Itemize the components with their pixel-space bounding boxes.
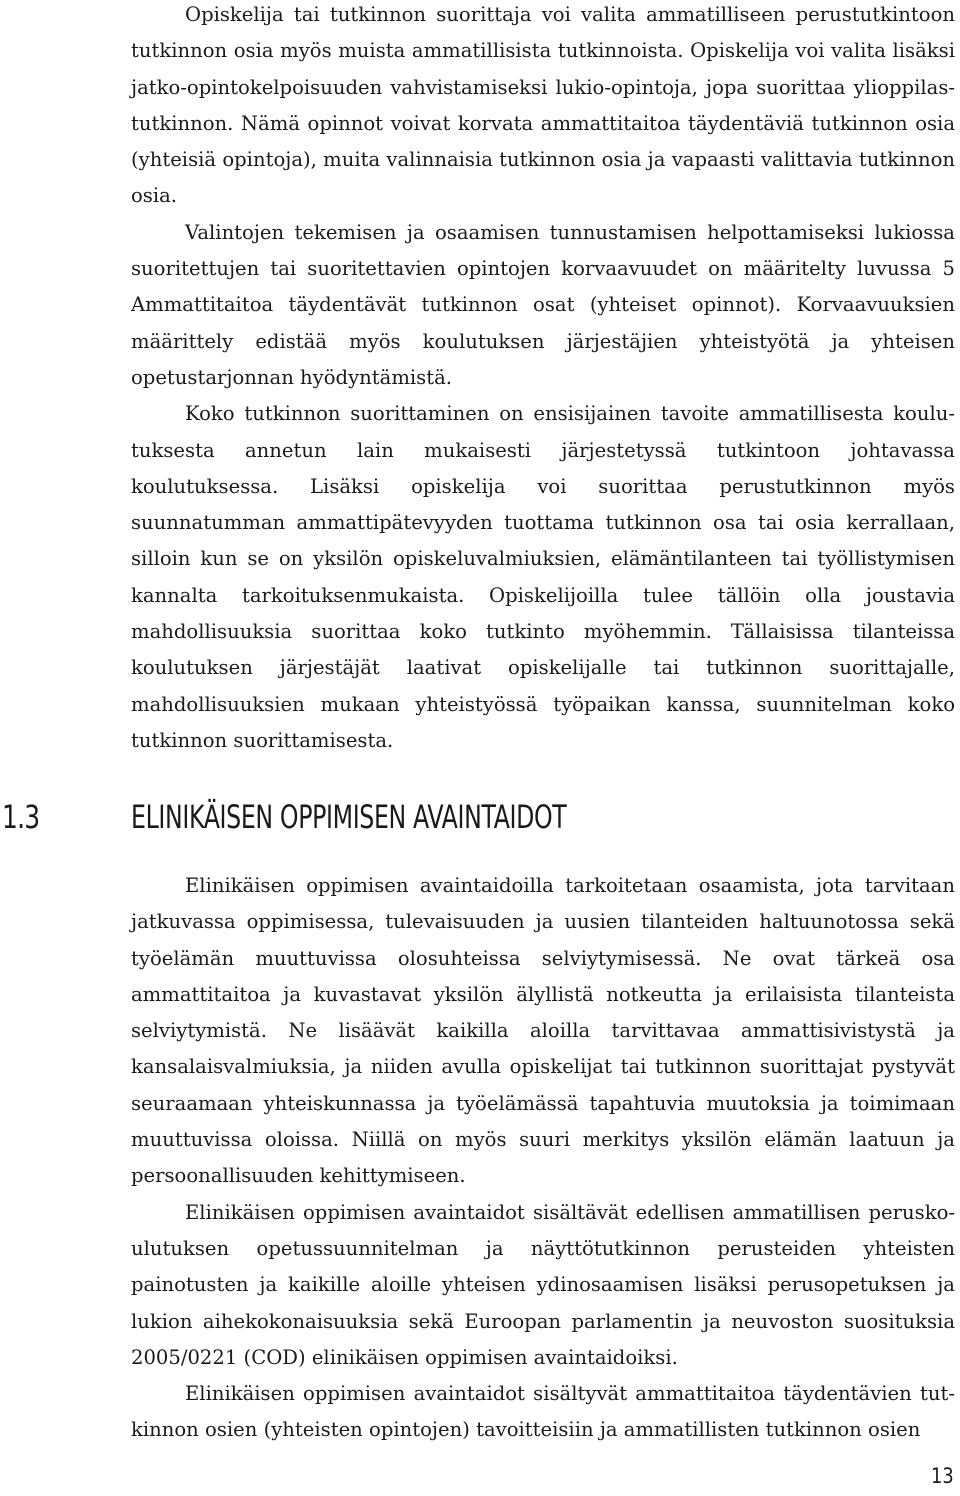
body-text-bottom [131, 868, 955, 1449]
section-title: ELINIKÄISEN OPPIMISEN AVAINTAIDOT [131, 798, 567, 836]
section-number: 1.3 [2, 798, 40, 836]
paragraph: Opiskelija tai tutkinnon suorittaja voi valita ammatilliseen perustutkintoon tutkinnon osia myös muista ammatillisista tutkinnoista. Opiskelija voi valita lisäksi jatko-opintokelpoisuuden vahvistamiseksi lukio-opintoja, jopa suorittaa ylioppilastutkinnon. Nämä opinnot voivat korvata ammattitaitoa täydentäviä tutkinnon osia (yhteisiä opintoja), muita valinnaisia tutkinnon osia ja vapaasti valittavia tutkinnon osia. [131, 3, 955, 208]
paragraph: Valintojen tekemisen ja osaamisen tunnustamisen helpottamiseksi lukiossa suoritettujen tai suoritettavien opintojen korvaavuudet on määritelty luvussa 5 Ammattitaitoa täydentävät tutkinnon osat (yhteiset opinnot). Korvaavuuksien määrittely edistää myös koulutuksen järjestäjien yhteistyötä ja yhteisen opetustarjonnan hyödyntämistä. [131, 220, 955, 389]
paragraph: Elinikäisen oppimisen avaintaidot sisältävät edellisen ammatillisen peruskoulutuksen opetussuunnitelman ja näyttötutkinnon perusteiden yhteisten painotusten ja kaikille aloille yhteisen ydinosaamisen lisäksi perusopetuksen ja lukion aihekokonaisuuksia sekä Euroopan parlamentin ja neuvoston suosituksia 2005/0221 (COD) elinikäisen oppimisen avaintaidoiksi. [131, 1200, 955, 1369]
paragraph: Koko tutkinnon suorittaminen on ensisijainen tavoite ammatillisesta koulutuksesta annetun lain mukaisesti järjestetyssä tutkintoon johtavassa koulutuksessa. Lisäksi opiskelija voi suorittaa perustutkinnon myös suunnatumman ammattipätevyyden tuottama tutkinnon osa tai osia kerrallaan, silloin kun se on yksilön opiskeluvalmiuksien, elämäntilanteen tai työllistymisen kannalta tarkoituksenmukaista. Opiskelijoilla tulee tällöin olla joustavia mahdollisuuksia suorittaa koko tutkinto myöhemmin. Tällaisissa tilanteissa koulutuksen järjestäjät laativat opiskelijalle tai tutkinnon suorittajalle, mahdollisuuksien mukaan yhteistyössä työpaikan kanssa, suunnitelman koko tutkinnon suorittamisesta. [131, 402, 955, 752]
paragraph: Elinikäisen oppimisen avaintaidoilla tarkoitetaan osaamista, jota tarvitaan jatkuvassa oppimisessa, tulevaisuuden ja uusien tilanteiden haltuunotossa sekä työelämän muuttuvissa olosuhteissa selviytymisessä. Ne ovat tärkeä osa ammattitaitoa ja kuvastavat yksilön älyllistä notkeutta ja erilaisista tilanteista selviytymistä. Ne lisäävät kaikilla aloilla tarvittavaa ammattisivistystä ja kansalaisvalmiuksia, ja niiden avulla opiskelijat tai tutkinnon suorittajat pystyvät seuraamaan yhteiskunnassa ja työelämässä tapahtuvia muutoksia ja toimimaan muuttuvissa oloissa. Niillä on myös suuri merkitys yksilön elämän laatuun ja persoonallisuuden kehittymiseen. [131, 874, 955, 1188]
paragraph: Elinikäisen oppimisen avaintaidot sisältyvät ammattitaitoa täydentävien tutkinnon osien (yhteisten opintojen) tavoitteisiin ja ammatillisten tutkinnon osien [131, 1382, 955, 1442]
section-heading [0, 792, 960, 842]
body-text-top [131, 0, 955, 759]
page-number: 13 [931, 1464, 954, 1488]
